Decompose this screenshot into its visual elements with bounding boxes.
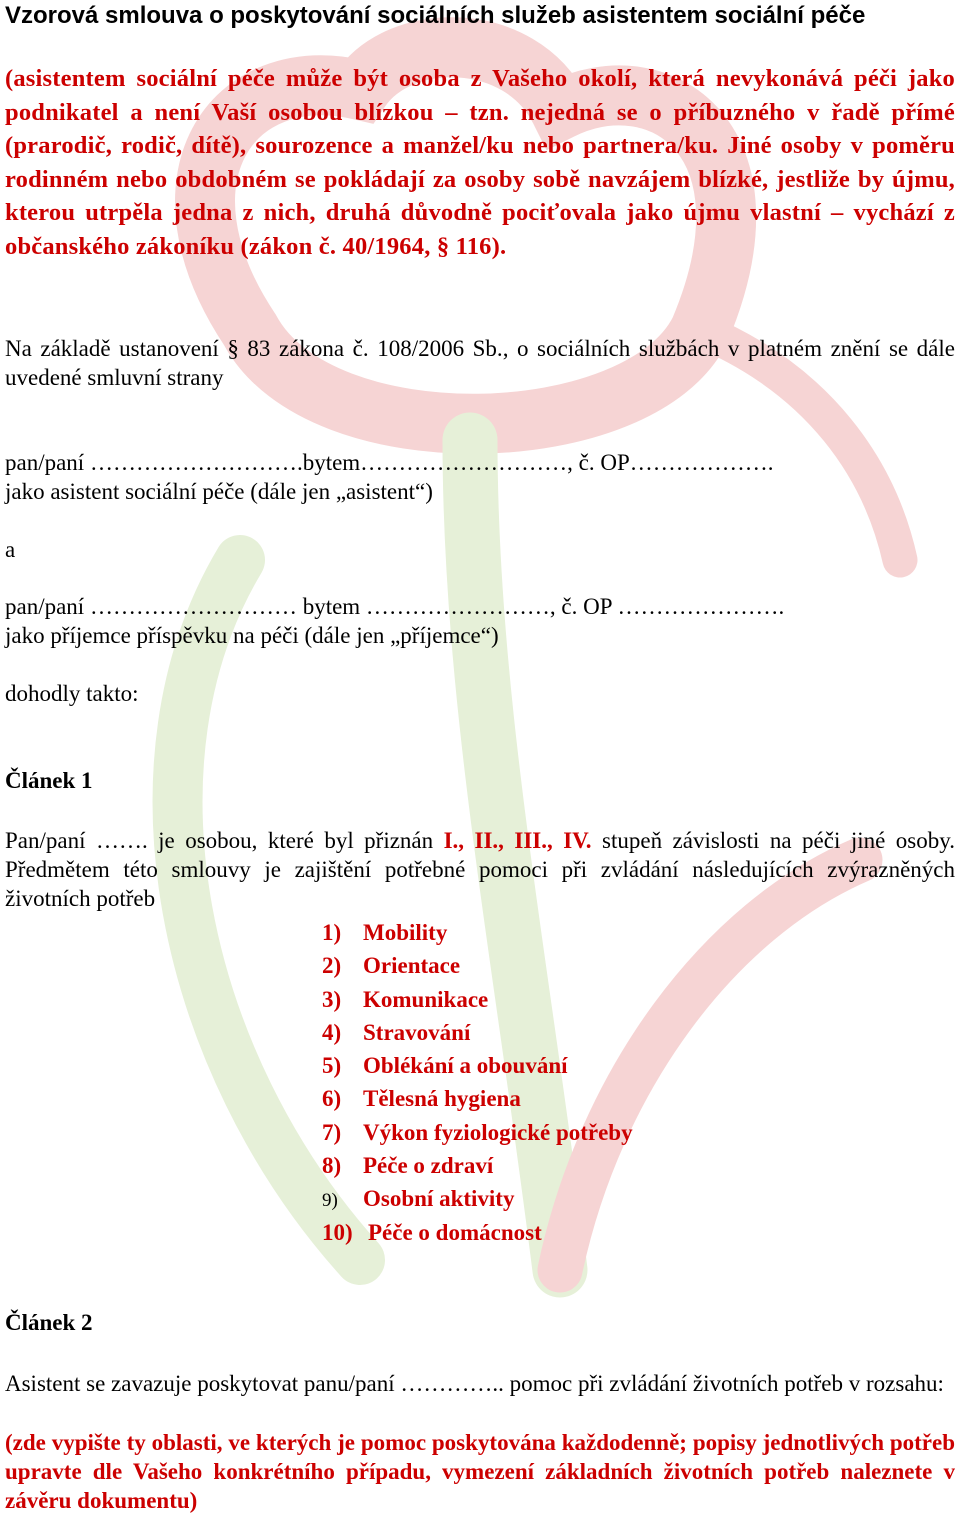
- intro-note-part2: Jiné osoby v poměru rodinném nebo obdobném se pokládají za osoby sobě navzájem blízké, jestliže by újmu, kterou utrpěla jedna z nich, druhá důvodně pociťovala jako újmu vlastní – vychází z občanského zákoníku (zákon č. 40/1964, § 116).: [5, 132, 955, 260]
- party2-line: pan/paní ……………………… bytem ……………………, č. OP ………………….: [5, 594, 785, 619]
- list-item: [322, 1020, 633, 1053]
- list-item: [322, 1220, 633, 1253]
- intro-note: [5, 62, 955, 264]
- article1-heading: Článek 1: [5, 768, 93, 793]
- list-item-number: 7): [322, 1119, 342, 1145]
- list-item-label: Osobní aktivity: [363, 1186, 515, 1212]
- legal-basis-prefix: Na základě ustanovení § 83 zákona č. 108/2006 Sb.: [5, 336, 503, 361]
- list-item-label: Orientace: [363, 953, 461, 979]
- legal-basis: [5, 334, 955, 392]
- list-item: [322, 1120, 633, 1153]
- legal-basis-suffix: , o sociálních službách v platném znění se dále uvedené smluvní strany: [5, 336, 955, 390]
- intro-note-part1: (asistentem sociální péče může být osoba z Vašeho okolí, která nevykonává péči jako podnikatel a není Vaší osobou blízkou – tzn. nejedná se o příbuzného v řadě přímé (prarodič, rodič, dítě), sourozence a manžel/ku nebo partnera/ku.: [5, 65, 955, 160]
- list-item-number: 9): [322, 1190, 338, 1212]
- and-word: a: [5, 537, 16, 562]
- list-item-label: Stravování: [363, 1019, 471, 1045]
- list-item: [322, 1186, 633, 1219]
- article2-heading: Článek 2: [5, 1310, 93, 1335]
- list-item-label: Péče o domácnost: [368, 1219, 542, 1245]
- article1-text-b: stupeň závislosti na péči jiné osoby. Předmětem této smlouvy je zajištění potřebné pomoci při zvládání následujících zvýrazněných životních potřeb: [5, 828, 955, 911]
- list-item-number: 8): [322, 1153, 342, 1179]
- list-item: [322, 987, 633, 1020]
- list-item-number: 3): [322, 986, 342, 1012]
- article1-text-a: Pan/paní ……. je osobou, které byl přiznán: [5, 828, 444, 853]
- list-item-number: 10): [322, 1219, 353, 1245]
- party1-line: pan/paní ……………………….bytem………………………, č. OP……………….: [5, 450, 774, 475]
- list-item-label: Komunikace: [363, 986, 489, 1012]
- list-item: [322, 1086, 633, 1119]
- article2-instruction: (zde vypište ty oblasti, ve kterých je pomoc poskytována každodenně; popisy jednotlivých potřeb upravte dle Vašeho konkrétního případu, vymezení základních životních potřeb naleznete v závěru dokumentu): [5, 1430, 955, 1513]
- party2-role: jako příjemce příspěvku na péči (dále jen „příjemce“): [5, 623, 499, 648]
- list-item: [322, 1153, 633, 1186]
- list-item-label: Tělesná hygiena: [363, 1086, 521, 1112]
- list-item-label: Péče o zdraví: [363, 1153, 494, 1179]
- list-item-label: Mobility: [363, 920, 448, 945]
- list-item: [322, 953, 633, 986]
- needs-list: [322, 920, 633, 1253]
- list-item-label: Výkon fyziologické potřeby: [363, 1119, 633, 1145]
- list-item-number: 1): [322, 920, 342, 945]
- list-item-number: 2): [322, 953, 342, 979]
- dependency-degrees: I., II., III., IV.: [443, 828, 592, 853]
- party1-role: jako asistent sociální péče (dále jen „asistent“): [5, 479, 433, 504]
- list-item-number: 5): [322, 1053, 342, 1079]
- list-item-number: 4): [322, 1019, 342, 1045]
- list-item-number: 6): [322, 1086, 342, 1112]
- list-item: [322, 1053, 633, 1086]
- list-item: [322, 920, 633, 953]
- document-title: Vzorová smlouva o poskytování sociálních služeb asistentem sociální péče: [5, 2, 866, 29]
- agreed-text: dohodly takto:: [5, 681, 139, 706]
- list-item-label: Oblékání a obouvání: [363, 1053, 568, 1079]
- article1-text: [5, 826, 955, 913]
- article2-text: Asistent se zavazuje poskytovat panu/paní ………….. pomoc při zvládání životních potřeb v rozsahu:: [5, 1371, 944, 1396]
